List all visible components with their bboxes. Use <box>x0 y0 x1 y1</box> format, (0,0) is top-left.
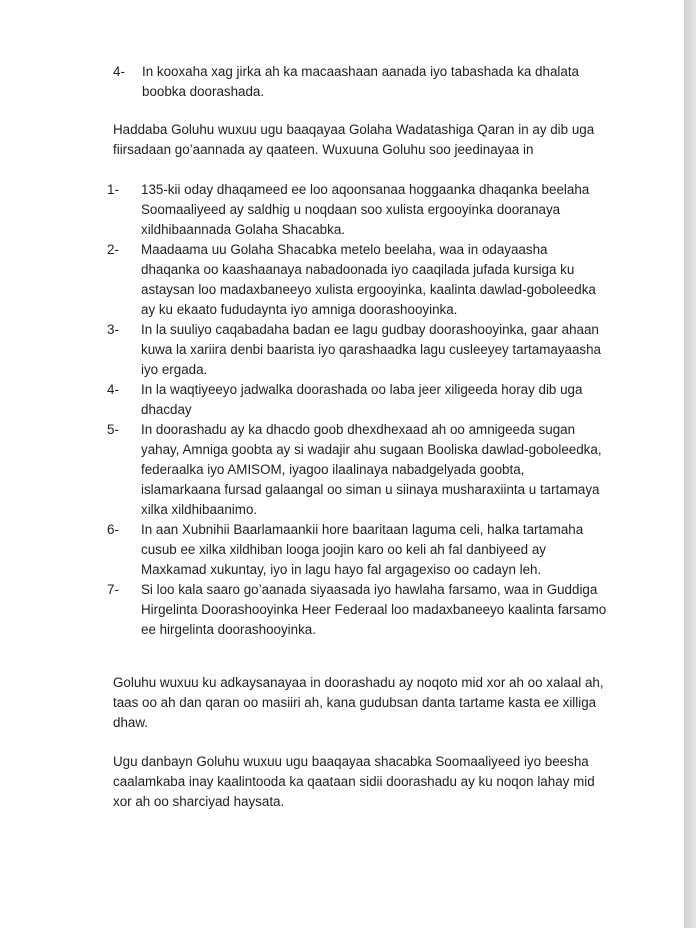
list-item-text: In doorashadu ay ka dhacdo goob dhexdhexaad ah oo amnigeeda sugan yahay, Amniga goobta ay si wadajir ahu sugaan Booliska dawlad-goboleedka, federaalka iyo AMISOM, iyagoo ilaalinaya nabadgelyada goobta, islamarkaana fursad galaangal oo siman u siinaya musharaxiinta u tartamaya xilka xildhibaanimo. <box>141 422 602 517</box>
intro-paragraph: Haddaba Goluhu wuxuu ugu baaqayaa Golaha Wadatashiga Qaran in ay dib uga fiirsadaan go’aannada ay qaateen. Wuxuuna Goluhu soo jeedinayaa in <box>113 122 595 157</box>
list-item-text: Si loo kala saaro go’aanada siyaasada iyo hawlaha farsamo, waa in Guddiga Hirgelinta Doorashooyinka Heer Federaal loo madaxbaneeyo kaalinta farsamo ee hirgelinta doorashooyinka. <box>141 582 607 637</box>
list-item <box>107 420 607 520</box>
list-item <box>107 580 607 640</box>
page-edge <box>684 0 696 928</box>
list-item <box>107 380 607 420</box>
list-item-number: 4- <box>107 382 119 397</box>
list-item <box>107 180 607 240</box>
list-item-number: 4- <box>113 64 125 79</box>
list-item-text: 135-kii oday dhaqameed ee loo aqoonsanaa hoggaanka dhaqanka beelaha Soomaaliyeed ay saldhig u noqdaan soo xulista ergooyinka dooranaya xildhibaannada Golaha Shacabka. <box>141 182 590 237</box>
paragraph-2: Goluhu wuxuu ku adkaysanayaa in doorashadu ay noqoto mid xor ah oo xalaal ah, taas oo ah dan qaran oo masiiri ah, kana gudubsan danta tartame kasta ee xilliga dhaw. <box>113 675 604 730</box>
paragraph-3: Ugu danbayn Goluhu wuxuu ugu baaqayaa shacabka Soomaaliyeed iyo beesha caalamkaba inay kaalintooda ka qaataan sidii doorashadu ay ku noqon lahay mid xor ah oo sharciyad haysata. <box>113 754 595 809</box>
list-item <box>107 520 607 580</box>
list-item-text: In la waqtiyeeyo jadwalka doorashada oo laba jeer xiligeeda horay dib uga dhacday <box>141 382 583 417</box>
list-item-number: 2- <box>107 242 119 257</box>
list-item <box>113 62 593 102</box>
list-item <box>107 240 607 320</box>
list-item-text: In kooxaha xag jirka ah ka macaashaan aanada iyo tabashada ka dhalata boobka doorashada. <box>142 64 579 99</box>
list-item-number: 6- <box>107 522 119 537</box>
top-list <box>113 62 593 102</box>
list-item-text: Maadaama uu Golaha Shacabka metelo beelaha, waa in odayaasha dhaqanka oo kaashaanaya nabadoonada iyo caaqilada jufada kursiga ku astaysan loo madaxbaneeyo xulista ergooyinka, kaalinta dawlad-goboleedka ay ku ekaato fududaynta iyo amniga doorashooyinka. <box>141 242 596 317</box>
list-item-text: In la suuliyo caqabadaha badan ee lagu gudbay doorashooyinka, gaar ahaan kuwa la xariira denbi baarista iyo qarashaadka lagu cusleeyey tartamayaasha iyo ergada. <box>141 322 602 377</box>
recommendations-list <box>107 180 607 640</box>
list-item-text: In aan Xubnihii Baarlamaankii hore baaritaan laguma celi, halka tartamaha cusub ee xilka xildhiban looga joojin karo oo keli ah fal danbiyeed ay Maxkamad xukuntay, iyo in lagu hayo fal argagexiso oo cadayn leh. <box>141 522 584 577</box>
list-item-number: 5- <box>107 422 119 437</box>
list-item-number: 3- <box>107 322 119 337</box>
list-item <box>107 320 607 380</box>
list-item-number: 1- <box>107 182 119 197</box>
list-item-number: 7- <box>107 582 119 597</box>
